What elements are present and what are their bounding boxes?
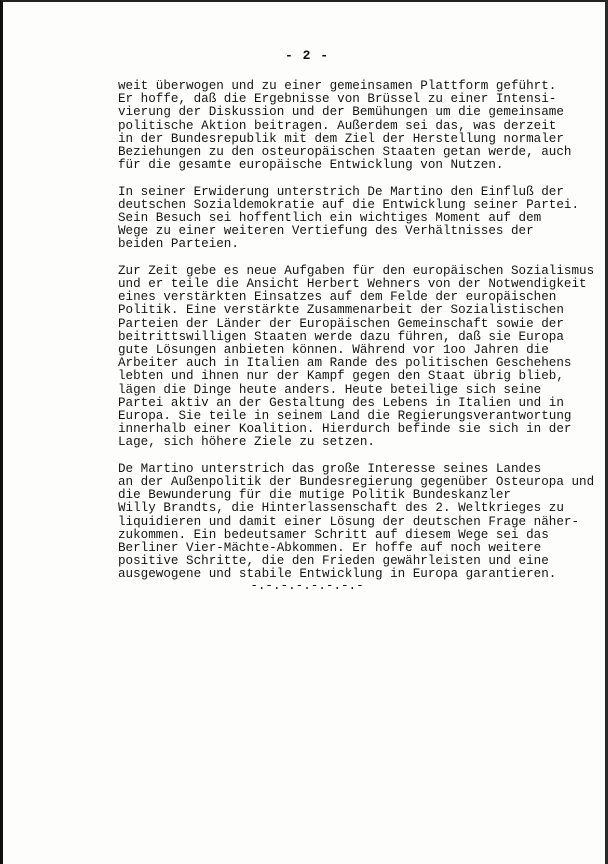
paragraph-1 [118, 80, 588, 172]
text-line: Er hoffe, daß die Ergebnisse von Brüssel zu einer Intensi- [118, 92, 557, 107]
text-line: Berliner Vier-Mächte-Abkommen. Er hoffe auf noch weitere [118, 541, 542, 556]
text-line: weit überwogen und zu einer gemeinsamen Plattform geführt. [118, 79, 557, 93]
text-line: Partei aktiv an der Gestaltung des Lebens in Italien und in [118, 395, 564, 410]
text-line: Wege zu einer weiteren Vertiefung des Verhältnisses der [118, 224, 534, 239]
text-line: liquidieren und damit einer Lösung der deutschen Frage näher- [118, 514, 580, 529]
end-separator: -.-.-.-.-.-.-.- [250, 579, 364, 593]
text-line: lägen die Dinge heute anders. Heute beteilige sich seine [118, 382, 542, 397]
paragraph-3 [118, 263, 595, 450]
text-line: Beziehungen zu den osteuropäischen Staaten getan werde, auch [118, 145, 572, 160]
text-line: beitrittswilligen Staaten werde dazu führen, daß sie Europa [118, 329, 564, 344]
paragraph-2 [118, 186, 588, 252]
text-line: vierung der Diskussion und der Bemühungen um die gemeinsame [118, 105, 564, 120]
text-line: De Martino unterstrich das große Interesse seines Landes [118, 461, 542, 476]
text-line: ausgewogene und stabile Entwicklung in Europa garantieren. [118, 567, 557, 582]
text-line: innerhalb einer Koalition. Hierdurch befinde sie sich in der [118, 422, 572, 437]
document-body [118, 79, 595, 595]
text-line: zukommen. Ein bedeutsamer Schritt auf diesem Wege sei das [118, 527, 549, 542]
text-line: deutschen Sozialdemokratie auf die Entwicklung seiner Partei. [118, 197, 580, 212]
text-line: an der Außenpolitik der Bundesregierung gegenüber Osteuropa und [118, 475, 595, 490]
text-line: und er teile die Ansicht Herbert Wehners von der Notwendigkeit [118, 277, 587, 292]
text-line: Willy Brandts, die Hinterlassenschaft des 2. Weltkrieges zu [118, 501, 564, 516]
text-line: eines verstärkten Einsatzes auf dem Felde der europäischen [118, 290, 557, 305]
text-line: beiden Parteien. [118, 237, 239, 252]
text-line: Arbeiter auch in Italien am Rande des politischen Geschehens [118, 356, 572, 371]
page-number: - 2 - [284, 48, 329, 63]
text-line: politische Aktion beitragen. Außerdem sei das, was derzeit [118, 118, 557, 133]
text-line: positive Schritte, die den Frieden gewährleisten und eine [118, 554, 549, 569]
text-line: In seiner Erwiderung unterstrich De Martino den Einfluß der [118, 184, 564, 199]
paragraph-4 [118, 461, 595, 582]
text-line: Zur Zeit gebe es neue Aufgaben für den europäischen Sozialismus [118, 263, 595, 278]
text-line: gute Lösungen anbieten können. Während vor 1oo Jahren die [118, 343, 549, 358]
text-line: die Bewunderung für die mutige Politik Bundeskanzler [118, 488, 511, 503]
text-line: Sein Besuch sei hoffentlich ein wichtiges Moment auf dem [118, 211, 542, 226]
text-line: für die gesamte europäische Entwicklung von Nutzen. [118, 158, 504, 173]
text-line: lebten und ihnen nur der Kampf gegen den Staat übrig blieb, [118, 369, 564, 384]
text-line: Parteien der Länder der Europäischen Gemeinschaft sowie der [118, 316, 564, 331]
text-line: Europa. Sie teile in seinem Land die Regierungsverantwortung [118, 409, 572, 424]
text-line: in der Bundesrepublik mit dem Ziel der Herstellung normaler [118, 131, 564, 146]
text-line: Lage, sich höhere Ziele zu setzen. [118, 435, 375, 450]
text-line: Politik. Eine verstärkte Zusammenarbeit der Sozialistischen [118, 303, 564, 318]
